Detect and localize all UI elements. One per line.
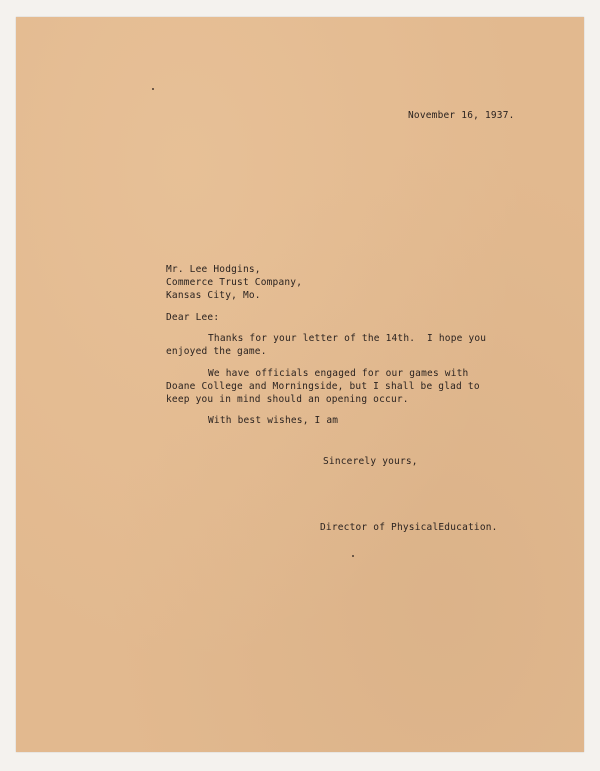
paper-speck xyxy=(352,555,354,557)
paragraph-2-line-3: keep you in mind should an opening occur. xyxy=(166,394,409,405)
closing: Sincerely yours, xyxy=(323,456,418,467)
paragraph-1-line-1: Thanks for your letter of the 14th. I hope you xyxy=(208,333,487,344)
letter-date: November 16, 1937. xyxy=(408,110,515,121)
paragraph-2-line-2: Doane College and Morningside, but I shall be glad to xyxy=(166,381,480,392)
paragraph-1-line-2: enjoyed the game. xyxy=(166,346,267,357)
letter-sheet xyxy=(16,17,584,752)
recipient-city: Kansas City, Mo. xyxy=(166,290,261,301)
paragraph-2-line-1: We have officials engaged for our games with xyxy=(208,368,469,379)
paper-speck xyxy=(152,88,154,90)
recipient-name: Mr. Lee Hodgins, xyxy=(166,264,261,275)
signature-title: Director of PhysicalEducation. xyxy=(320,522,498,533)
recipient-company: Commerce Trust Company, xyxy=(166,277,303,288)
paragraph-3: With best wishes, I am xyxy=(208,415,339,426)
salutation: Dear Lee: xyxy=(166,312,220,323)
